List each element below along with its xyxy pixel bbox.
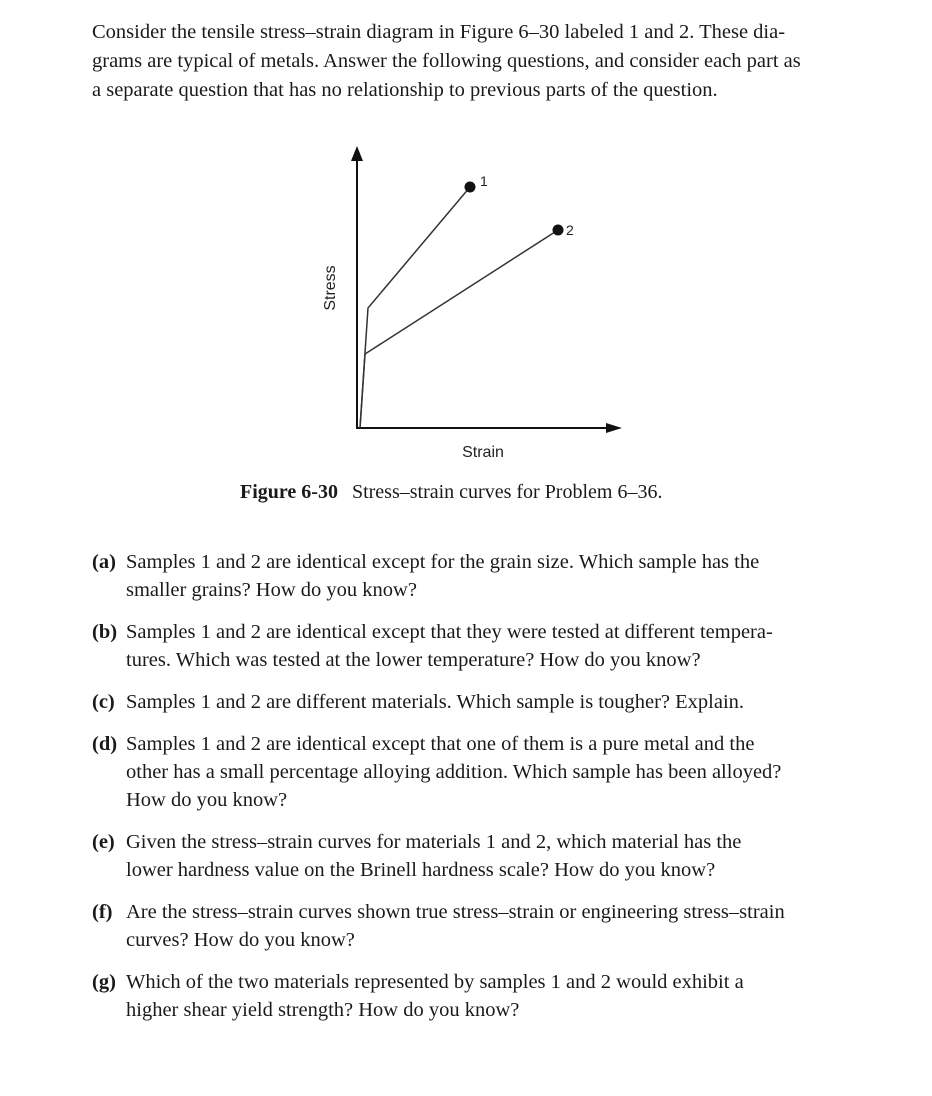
question-letter: (d) — [92, 733, 118, 755]
question-line: Samples 1 and 2 are different materials. Which sample is tougher? Explain. — [126, 691, 745, 713]
curve-1-fracture-point — [465, 182, 476, 193]
question-e — [92, 828, 872, 884]
question-letter: (g) — [92, 971, 116, 993]
question-line: other has a small percentage alloying addition. Which sample has been alloyed? — [126, 761, 782, 783]
y-axis-arrowhead — [351, 146, 363, 161]
question-line: smaller grains? How do you know? — [126, 579, 417, 601]
question-line: Samples 1 and 2 are identical except that one of them is a pure metal and the — [126, 733, 755, 755]
figure-number: Figure 6-30 — [240, 481, 338, 503]
stress-strain-figure — [300, 140, 640, 470]
question-letter: (e) — [92, 831, 115, 853]
question-letter: (c) — [92, 691, 115, 713]
question-c — [92, 688, 872, 716]
question-f — [92, 898, 872, 954]
question-line: lower hardness value on the Brinell hardness scale? How do you know? — [126, 859, 716, 881]
question-b — [92, 618, 872, 674]
question-line: higher shear yield strength? How do you know? — [126, 999, 520, 1021]
question-letter: (f) — [92, 901, 113, 923]
question-d — [92, 730, 872, 814]
curve-1 — [360, 187, 470, 428]
curve-2-fracture-point — [553, 225, 564, 236]
intro-line: a separate question that has no relationship to previous parts of the question. — [92, 79, 718, 101]
question-line: curves? How do you know? — [126, 929, 355, 951]
question-line: Samples 1 and 2 are identical except that they were tested at different tempera- — [126, 621, 773, 643]
question-line: Are the stress–strain curves shown true stress–strain or engineering stress–strain — [126, 901, 785, 923]
figure-caption — [240, 478, 662, 506]
question-line: Which of the two materials represented by samples 1 and 2 would exhibit a — [126, 971, 744, 993]
curve-2-label: 2 — [566, 222, 574, 238]
intro-paragraph — [92, 18, 872, 105]
figure-caption-text: Stress–strain curves for Problem 6–36. — [351, 481, 663, 503]
question-line: tures. Which was tested at the lower temperature? How do you know? — [126, 649, 701, 671]
question-line: Given the stress–strain curves for materials 1 and 2, which material has the — [126, 831, 742, 853]
question-letter: (a) — [92, 551, 116, 573]
intro-line: grams are typical of metals. Answer the following questions, and consider each part as — [92, 50, 801, 72]
question-letter: (b) — [92, 621, 118, 643]
question-line: Samples 1 and 2 are identical except for the grain size. Which sample has the — [126, 551, 760, 573]
x-axis-label: Strain — [462, 444, 504, 461]
intro-line: Consider the tensile stress–strain diagram in Figure 6–30 labeled 1 and 2. These dia- — [92, 21, 786, 43]
curve-2 — [360, 230, 558, 428]
y-axis-label: Stress — [322, 265, 339, 311]
question-line: How do you know? — [126, 789, 288, 811]
question-list — [92, 548, 872, 1038]
curve-1-label: 1 — [480, 173, 488, 189]
x-axis-arrowhead — [606, 423, 622, 433]
question-g — [92, 968, 872, 1024]
question-a — [92, 548, 872, 604]
